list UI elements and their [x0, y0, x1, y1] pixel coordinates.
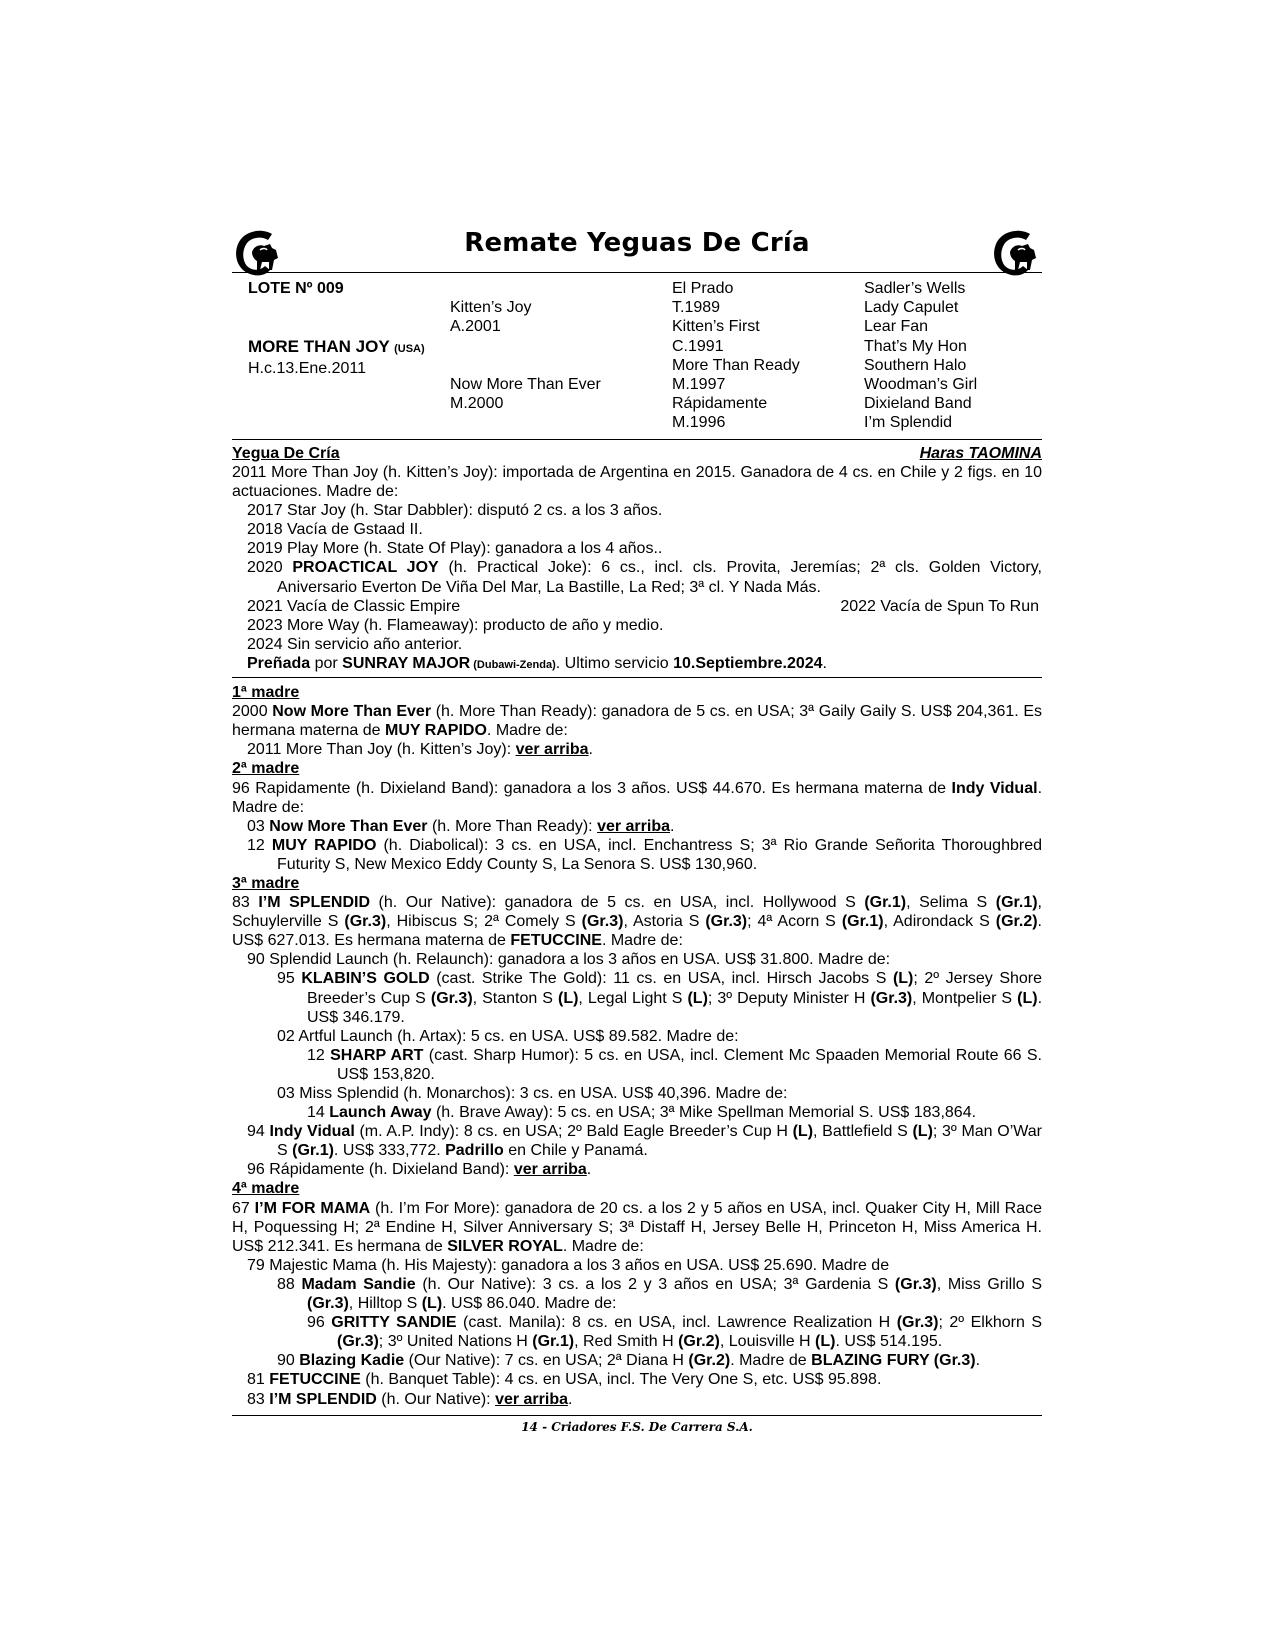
dam-year: M.2000: [450, 395, 504, 413]
list-item: 12 MUY RAPIDO (h. Diabolical): 3 cs. en USA, incl. Enchantress S; 3ª Rio Grande Señorita Thoroughbred Futurity S, New Mexico Eddy County S, La Senora S. US$ 130,960.: [247, 836, 1042, 873]
paragraph: 2011 More Than Joy (h. Kitten’s Joy): importada de Argentina en 2015. Ganadora de 4 cs. en Chile y 2 figs. en 10 actuaciones. Madre de:: [232, 464, 1042, 501]
list-item: 90 Blazing Kadie (Our Native): 7 cs. en USA; 2ª Diana H (Gr.2). Madre de BLAZING FURY (Gr.3).: [277, 1352, 981, 1370]
list-item: 2024 Sin servicio año anterior.: [247, 635, 463, 653]
ver-arriba-link[interactable]: ver arriba: [515, 741, 589, 759]
lote-number: LOTE Nº 009: [248, 280, 344, 297]
horse-name: MORE THAN JOY (USA): [248, 336, 425, 356]
divider: [232, 439, 1042, 440]
list-item: 79 Majestic Mama (h. His Majesty): ganadora a los 3 años en USA. US$ 25.690. Madre de: [247, 1256, 890, 1274]
ver-arriba-link[interactable]: ver arriba: [597, 817, 670, 835]
pedigree-table: [232, 273, 1042, 439]
list-item: 2017 Star Joy (h. Star Dabbler): disputó 2 cs. a los 3 años.: [247, 502, 663, 520]
ver-arriba-link[interactable]: ver arriba: [513, 1161, 587, 1179]
ver-arriba-link[interactable]: ver arriba: [495, 1390, 568, 1408]
divider: [232, 677, 1042, 678]
list-item: 2019 Play More (h. State Of Play): ganadora a los 4 años..: [247, 540, 663, 558]
section-heading-4: 4ª madre: [232, 1180, 300, 1198]
page-footer: 14 - Criadores F.S. De Carrera S.A.: [521, 1419, 753, 1434]
dams-section: [232, 683, 1042, 1409]
paragraph: 67 I’M FOR MAMA (h. I’m For More): ganadora de 20 cs. a los 2 y 5 años en USA, incl. Quaker City H, Mill Race H, Poquessing H; 2ª Endine H, Silver Anniversary S; 3ª Distaff H, Jersey Belle H, Princeton H, Miss America H. US$ 212.341. Es hermana de SILVER ROYAL. Madre de:: [232, 1199, 1042, 1255]
list-item: 2020 PROACTICAL JOY (h. Practical Joke): 6 cs., incl. cls. Provita, Jeremías; 2ª cls. Golden Victory, Aniversario Everton De Viña Del Mar, La Bastille, La Red; 3ª cl. Y Nada Más.: [247, 559, 1042, 596]
list-item: 2021 Vacía de Classic Empire 2022 Vacía de Spun To Run: [247, 597, 1039, 615]
section-heading-2: 2ª madre: [232, 760, 300, 778]
section-heading-yegua: Yegua De Cría: [232, 445, 340, 462]
list-item: 2018 Vacía de Gstaad II.: [247, 521, 423, 539]
haras-name: Haras TAOMINA: [919, 445, 1042, 462]
list-item: 95 KLABIN’S GOLD (cast. Strike The Gold): 11 cs. en USA, incl. Hirsch Jacobs S (L); 2º Jersey Shore Breeder’s Cup S (Gr.3), Stanton S (L), Legal Light S (L); 3º Deputy Minister H (Gr.3), Montpelier S (L). US$ 346.179.: [277, 970, 1043, 1026]
list-item: 2011 More Than Joy (h. Kitten’s Joy): ver arriba.: [247, 741, 593, 759]
list-item: 88 Madam Sandie (h. Our Native): 3 cs. a los 2 y 3 años en USA; 3ª Gardenia S (Gr.3), Miss Grillo S (Gr.3), Hilltop S (L). US$ 86.040. Madre de:: [277, 1275, 1043, 1313]
horse-logo-icon: [990, 226, 1042, 278]
section-header: [232, 444, 1042, 463]
list-item: 96 GRITTY SANDIE (cast. Manila): 8 cs. en USA, incl. Lawrence Realization H (Gr.3); 2º Elkhorn S (Gr.3); 3º United Nations H (Gr.1), Red Smith H (Gr.2), Louisville H (L). US$ 514.195.: [307, 1314, 1042, 1351]
catalog-page: [232, 222, 1042, 1434]
page-title: Remate Yeguas De Cría: [464, 228, 810, 258]
title-row: [232, 222, 1042, 272]
pregnancy-line: Preñada por SUNRAY MAJOR (Dubawi-Zenda). Ultimo servicio 10.Septiembre.2024.: [247, 654, 827, 672]
list-item: 2023 More Way (h. Flameaway): producto de año y medio.: [247, 616, 664, 634]
list-item: 03 Miss Splendid (h. Monarchos): 3 cs. en USA. US$ 40,396. Madre de:: [277, 1085, 788, 1102]
list-item: 94 Indy Vidual (m. A.P. Indy): 8 cs. en USA; 2º Bald Eagle Breeder’s Cup H (L), Battlefield S (L); 3º Man O’War S (Gr.1). US$ 333,772. Padrillo en Chile y Panamá.: [247, 1123, 1042, 1160]
sire-year: A.2001: [450, 318, 501, 336]
section-heading-3: 3ª madre: [232, 874, 300, 892]
list-item: 12 SHARP ART (cast. Sharp Humor): 5 cs. en USA, incl. Clement Mc Spaaden Memorial Route 66 S. US$ 153,820.: [307, 1046, 1043, 1083]
pedigree-gen4: Sadler’s Wells Lady Capulet Lear Fan That’s My Hon Southern Halo Woodman’s Girl Dixieland Band I’m Splendid: [864, 280, 978, 432]
list-item: 81 FETUCCINE (h. Banquet Table): 4 cs. en USA, incl. The Very One S, etc. US$ 95.898.: [247, 1371, 882, 1389]
horse-info: H.c.13.Ene.2011: [248, 359, 367, 377]
sire-name: Kitten’s Joy: [450, 299, 532, 317]
list-item: 03 Now More Than Ever (h. More Than Ready): ver arriba.: [247, 817, 675, 835]
dam-name: Now More Than Ever: [450, 376, 601, 394]
pedigree-gen3: El Prado T.1989 Kitten’s First C.1991 More Than Ready M.1997 Rápidamente M.1996: [672, 280, 800, 432]
paragraph: 83 I’M SPLENDID (h. Our Native): ganadora de 5 cs. en USA, incl. Hollywood S (Gr.1), Selima S (Gr.1), Schuylerville S (Gr.3), Hibiscus S; 2ª Comely S (Gr.3), Astoria S (Gr.3); 4ª Acorn S (Gr.1), Adirondack S (Gr.2). US$ 627.013. Es hermana materna de FETUCCINE. Madre de:: [232, 894, 1042, 950]
list-item: 14 Launch Away (h. Brave Away): 5 cs. en USA; 3ª Mike Spellman Memorial S. US$ 183,864.: [307, 1104, 977, 1122]
paragraph: 2000 Now More Than Ever (h. More Than Ready): ganadora de 5 cs. en USA; 3ª Gaily Gaily S. US$ 204,361. Es hermana materna de MUY RAPIDO. Madre de:: [232, 703, 1043, 740]
list-item: 96 Rápidamente (h. Dixieland Band): ver arriba.: [247, 1161, 592, 1179]
divider: [232, 1415, 1042, 1416]
yegua-section: [232, 463, 1042, 675]
paragraph: 96 Rapidamente (h. Dixieland Band): ganadora a los 3 años. US$ 44.670. Es hermana materna de Indy Vidual. Madre de:: [232, 779, 1043, 816]
section-heading-1: 1ª madre: [232, 684, 300, 702]
list-item: 83 I’M SPLENDID (h. Our Native): ver arriba.: [247, 1390, 573, 1408]
list-item: 90 Splendid Launch (h. Relaunch): ganadora a los 3 años en USA. US$ 31.800. Madre de:: [247, 951, 891, 969]
list-item: 02 Artful Launch (h. Artax): 5 cs. en USA. US$ 89.582. Madre de:: [277, 1027, 739, 1045]
